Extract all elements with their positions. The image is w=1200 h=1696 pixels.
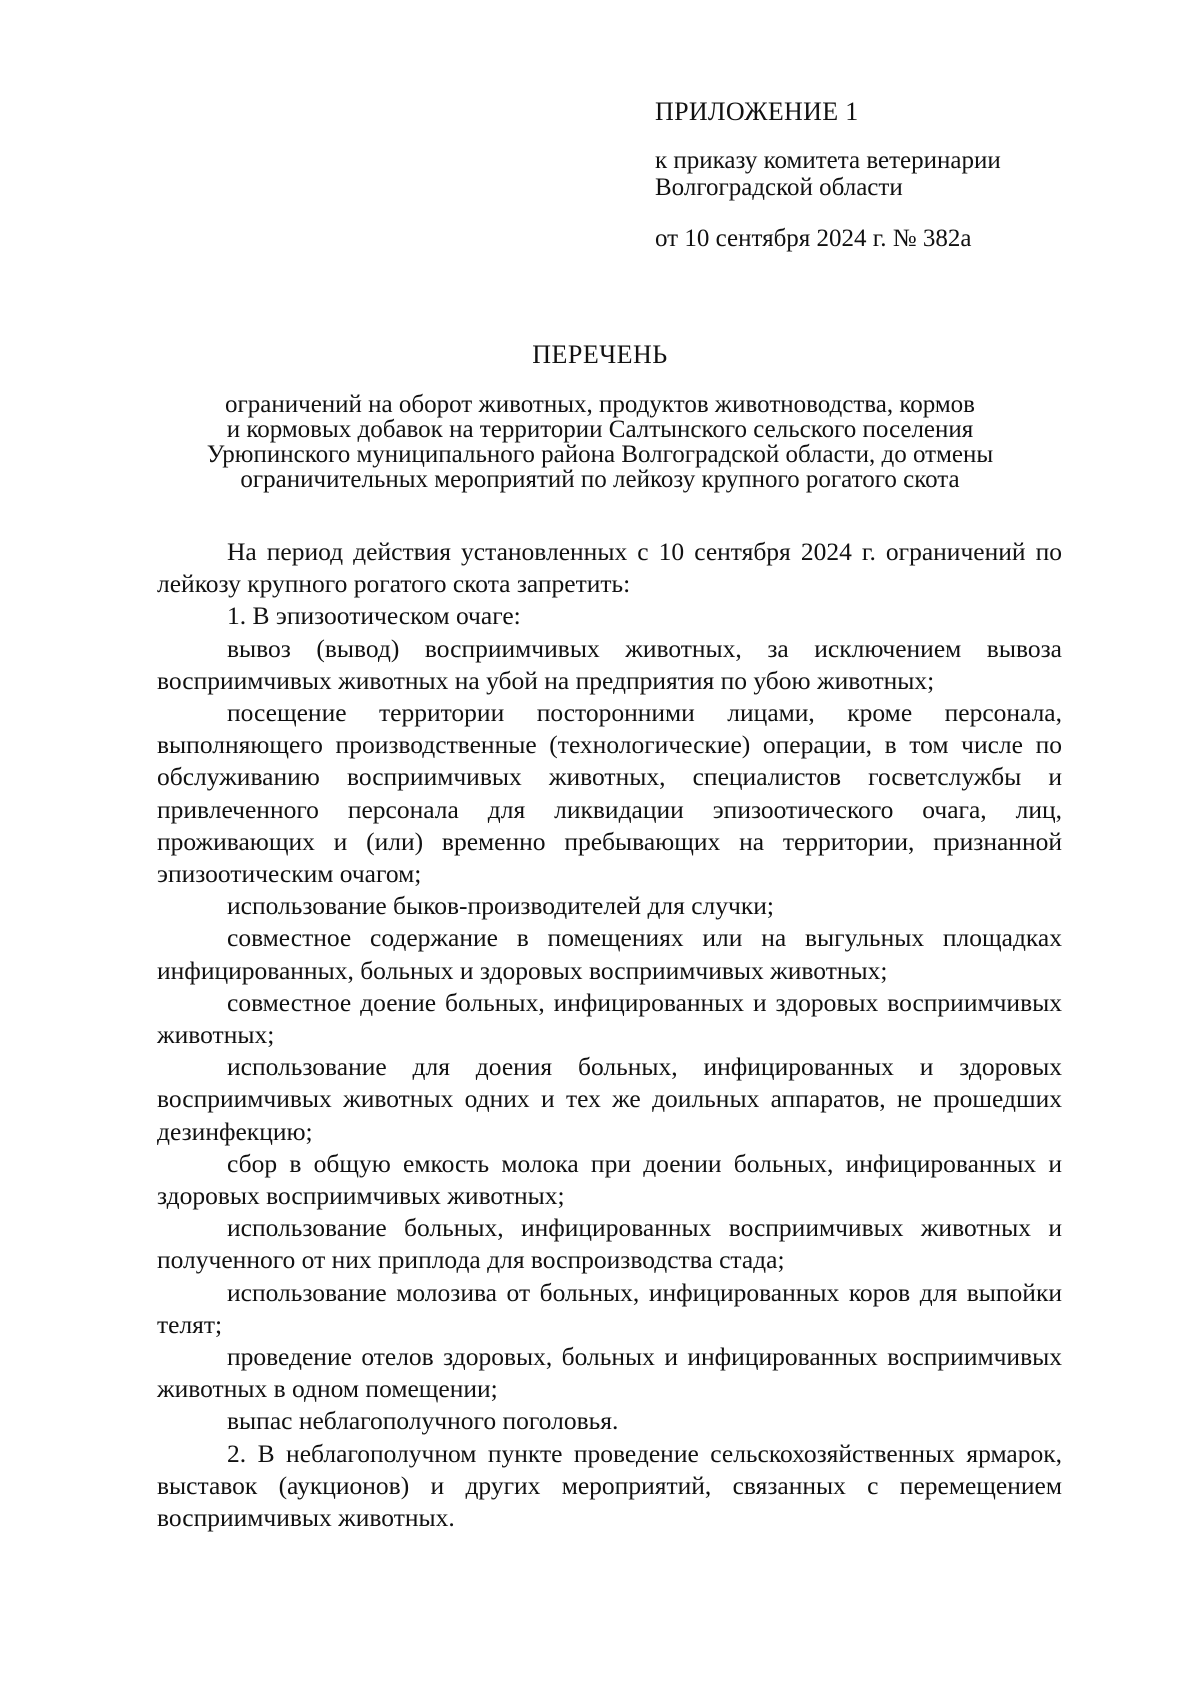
restriction-item: посещение территории посторонними лицами, кроме персонала, выполняющего производственные (технологические) операции, в том числе по обслуживанию восприимчивых животных, специалистов госветслужбы и привлеченного персонала для ликвидации эпизоотического очага, лиц, проживающих и (или) временно пребывающих на территории, признанной эпизоотическим очагом; bbox=[157, 698, 1062, 889]
document-title: ПЕРЕЧЕНЬ bbox=[532, 340, 668, 369]
appendix-reference bbox=[655, 147, 1075, 201]
restriction-item: использование для доения больных, инфицированных и здоровых восприимчивых животных одних и тех же доильных аппаратов, не прошедших дезинфекцию; bbox=[157, 1052, 1062, 1146]
restriction-item: выпас неблагополучного поголовья. bbox=[227, 1406, 619, 1436]
restriction-item: использование быков-производителей для случки; bbox=[227, 891, 774, 921]
subtitle-line-4: ограничительных мероприятий по лейкозу крупного рогатого скота bbox=[240, 466, 960, 493]
restriction-item: использование молозива от больных, инфицированных коров для выпойки телят; bbox=[157, 1277, 1062, 1339]
restriction-item: вывоз (вывод) восприимчивых животных, за исключением вывоза восприимчивых животных на убой на предприятия по убою животных; bbox=[157, 633, 1062, 695]
document-body bbox=[157, 536, 1062, 1534]
restriction-item: использование больных, инфицированных восприимчивых животных и полученного от них приплода для воспроизводства стада; bbox=[157, 1213, 1062, 1275]
appendix-block bbox=[655, 98, 1075, 252]
intro-paragraph: На период действия установленных с 10 сентября 2024 г. ограничений по лейкозу крупного рогатого скота запретить: bbox=[157, 537, 1062, 599]
appendix-date: от 10 сентября 2024 г. № 382а bbox=[655, 225, 972, 252]
section-2-paragraph: 2. В неблагополучном пункте проведение сельскохозяйственных ярмарок, выставок (аукционов) и других мероприятий, связанных с перемещением восприимчивых животных. bbox=[157, 1438, 1062, 1533]
appendix-reference-line-1: к приказу комитета ветеринарии bbox=[655, 147, 1001, 174]
restriction-item: совместное содержание в помещениях или на выгульных площадках инфицированных, больных и здоровых восприимчивых животных; bbox=[157, 923, 1062, 985]
subtitle-line-1: ограничений на оборот животных, продуктов животноводства, кормов bbox=[225, 391, 975, 418]
section-1-heading: 1. В эпизоотическом очаге: bbox=[227, 601, 521, 631]
appendix-title: ПРИЛОЖЕНИЕ 1 bbox=[655, 97, 859, 126]
subtitle-line-2: и кормовых добавок на территории Салтынского сельского поселения bbox=[226, 416, 974, 443]
restriction-item: проведение отелов здоровых, больных и инфицированных восприимчивых животных в одном помещении; bbox=[157, 1342, 1062, 1404]
document-subtitle bbox=[150, 392, 1050, 492]
appendix-reference-line-2: Волгоградской области bbox=[655, 174, 903, 201]
subtitle-line-3: Урюпинского муниципального района Волгоградской области, до отмены bbox=[206, 441, 994, 468]
restriction-item: сбор в общую емкость молока при доении больных, инфицированных и здоровых восприимчивых животных; bbox=[157, 1148, 1062, 1211]
restriction-item: совместное доение больных, инфицированных и здоровых восприимчивых животных; bbox=[157, 987, 1062, 1050]
